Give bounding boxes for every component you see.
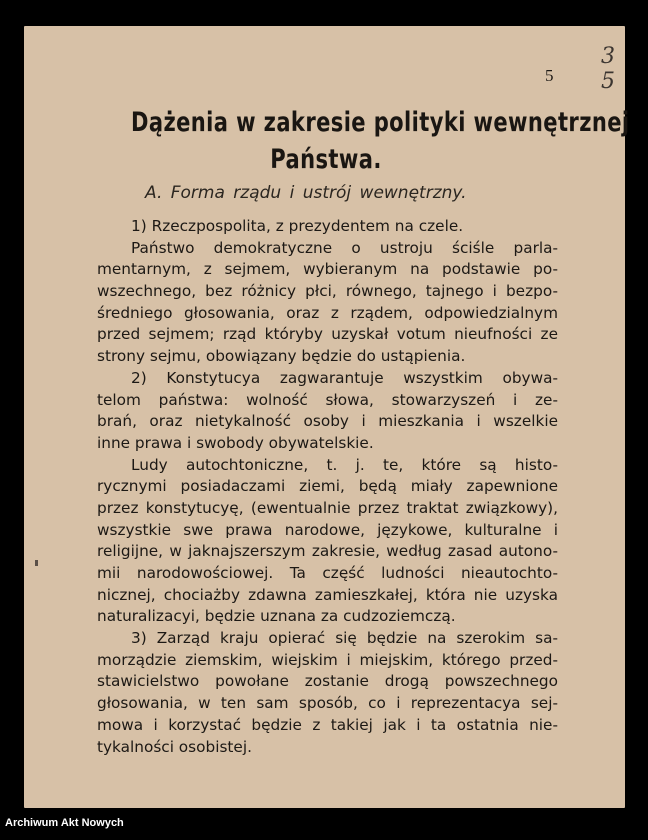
body-line: mentarnym, z sejmem, wybieranym na podstawie po- — [97, 260, 558, 279]
body-line: mowa i korzystać będzie z takiej jak i ta ostatnia nie- — [97, 715, 558, 734]
page-title — [131, 104, 630, 178]
body-line: wszechnego, bez różnicy płci, równego, tajnego i bezpo- — [97, 282, 558, 301]
body-line: nicznej, chociażby zdawna zamieszkałej, która nie uzyska — [97, 585, 558, 604]
margin-mark — [35, 560, 38, 566]
body-line: przed sejmem; rząd któryby uzyskał votum nieufności ze — [97, 325, 558, 344]
body-line: Państwo demokratyczne o ustroju ściśle parla- — [131, 238, 558, 257]
handwritten-note-line-2: 5 — [601, 69, 615, 94]
body-line: stawicielstwo powołane zostanie drogą powszechnego — [97, 672, 558, 691]
body-line: telom państwa: wolność słowa, stowarzyszeń i ze- — [97, 390, 558, 409]
body-line: religijne, w jaknajszerszym zakresie, według zasad autono- — [97, 542, 558, 561]
section-heading: A. Forma rządu i ustrój wewnętrzny. — [145, 183, 467, 203]
body-line: 1) Rzeczpospolita, z prezydentem na czele. — [131, 217, 464, 235]
body-line: 2) Konstytucya zagwarantuje wszystkim obywa- — [131, 368, 558, 387]
title-line-2: Państwa. — [270, 144, 382, 175]
body-line: inne prawa i swobody obywatelskie. — [97, 433, 374, 452]
body-line: średniego głosowania, oraz z rządem, odpowiedzialnym — [97, 303, 558, 322]
body-line: mii narodowościowej. Ta część ludności nieautochto- — [97, 564, 558, 582]
body-line: tykalności osobistej. — [97, 737, 252, 756]
body-line: wszystkie swe prawa narodowe, językowe, kulturalne i — [97, 520, 558, 539]
title-line-1: Dążenia w zakresie polityki wewnętrznej — [131, 107, 630, 138]
page-number: 5 — [545, 66, 554, 85]
body-line: 3) Zarząd kraju opierać się będzie na szerokim sa- — [131, 629, 558, 648]
body-line: przez konstytucyę, (ewentualnie przez traktat związkowy), — [97, 498, 558, 517]
archive-label: Archiwum Akt Nowych — [5, 817, 124, 829]
body-line: rycznymi posiadaczami ziemi, będą miały zapewnione — [97, 477, 558, 496]
body-line: brań, oraz nietykalność osoby i mieszkania i wszelkie — [97, 412, 558, 431]
body-text — [97, 216, 558, 758]
body-line: morządzie ziemskim, wiejskim i miejskim, którego przed- — [97, 650, 558, 669]
handwritten-page-note — [596, 44, 620, 94]
body-line: Ludy autochtoniczne, t. j. te, które są histo- — [131, 455, 558, 474]
body-line: głosowania, w ten sam sposób, co i reprezentacya sej- — [97, 694, 558, 713]
body-line: naturalizacyi, będzie uznana za cudzoziemczą. — [97, 607, 456, 626]
body-line: strony sejmu, obowiązany będzie do ustąpienia. — [97, 347, 466, 366]
handwritten-note-line-1: 3 — [601, 44, 615, 69]
